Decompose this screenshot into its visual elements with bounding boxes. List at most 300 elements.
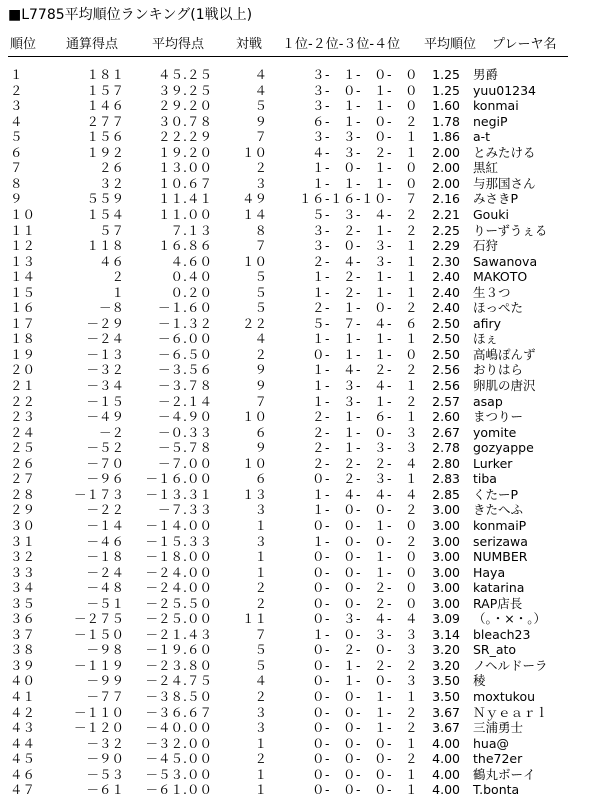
average-score-cell: －２３.８０ bbox=[145, 657, 212, 673]
games-cell: ２ bbox=[254, 346, 267, 362]
total-score-cell: ５７ bbox=[98, 222, 124, 238]
placements-cell: １- ３- １- ２ bbox=[311, 393, 418, 409]
player-name-cell: 鶴丸ボーイ bbox=[473, 766, 536, 782]
rank-cell: ８ bbox=[10, 175, 23, 191]
player-name-cell: 与那国さん bbox=[473, 175, 536, 191]
player-name-cell: 黒紅 bbox=[473, 160, 499, 176]
average-score-cell: －４.９０ bbox=[158, 409, 212, 425]
table-row bbox=[0, 362, 590, 378]
rank-cell: ２１ bbox=[10, 378, 36, 393]
placements-cell: １- ４- ４- ４ bbox=[311, 486, 418, 502]
average-score-cell: －７.３３ bbox=[158, 502, 212, 518]
rank-cell: ４４ bbox=[10, 735, 36, 751]
average-place-cell: 2.40 bbox=[432, 284, 460, 300]
table-row bbox=[0, 285, 590, 301]
total-score-cell: －１１９ bbox=[73, 657, 124, 673]
games-cell: ７ bbox=[254, 129, 267, 145]
table-row bbox=[0, 331, 590, 347]
average-score-cell: －２.１４ bbox=[158, 393, 212, 409]
rank-cell: ３８ bbox=[10, 642, 36, 658]
average-score-cell: －２５.００ bbox=[145, 611, 212, 627]
games-cell: ４ bbox=[254, 673, 267, 689]
player-name-cell: まつりー bbox=[473, 409, 524, 425]
rank-cell: ６ bbox=[10, 144, 23, 160]
player-name-cell: yomite bbox=[473, 424, 517, 440]
games-cell: １ bbox=[254, 766, 267, 782]
total-score-cell: －１５ bbox=[86, 393, 124, 409]
average-score-cell: ４５.２５ bbox=[158, 67, 212, 82]
rank-cell: ３０ bbox=[10, 517, 36, 533]
table-row bbox=[0, 502, 590, 518]
table-row bbox=[0, 347, 590, 363]
average-score-cell: －０.３３ bbox=[158, 424, 212, 440]
total-score-cell: －９９ bbox=[86, 673, 124, 689]
total-score-cell: －３２ bbox=[86, 362, 124, 378]
average-place-cell: 3.20 bbox=[432, 657, 460, 673]
table-row bbox=[0, 673, 590, 689]
games-cell: １０ bbox=[241, 144, 267, 160]
rank-cell: １５ bbox=[10, 284, 36, 300]
average-score-cell: １３.００ bbox=[158, 160, 212, 176]
average-score-cell: ０.４０ bbox=[170, 269, 212, 285]
placements-cell: ６- １- ０- ２ bbox=[311, 113, 418, 129]
games-cell: ２２ bbox=[241, 315, 267, 331]
player-name-cell: Lurker bbox=[473, 455, 513, 471]
table-header bbox=[0, 35, 590, 55]
average-place-cell: 3.67 bbox=[432, 704, 460, 720]
placements-cell: ５- ３- ４- ２ bbox=[311, 206, 418, 222]
games-cell: ５ bbox=[254, 269, 267, 285]
average-place-cell: 2.29 bbox=[432, 238, 460, 254]
placements-cell: ０- ０- １- ０ bbox=[311, 549, 418, 565]
total-score-cell: －２ bbox=[98, 424, 124, 440]
games-cell: ３ bbox=[254, 704, 267, 720]
rank-cell: １９ bbox=[10, 346, 36, 362]
table-row bbox=[0, 129, 590, 145]
average-score-cell: －６１.００ bbox=[145, 782, 212, 798]
games-cell: １０ bbox=[241, 409, 267, 425]
placements-cell: ０- １- ０- ３ bbox=[311, 673, 418, 689]
player-name-cell: みさきP bbox=[473, 191, 519, 207]
total-score-cell: －５１ bbox=[86, 595, 124, 611]
rank-cell: ３９ bbox=[10, 657, 36, 673]
placements-cell: ０- ２- ０- ３ bbox=[311, 642, 418, 658]
average-score-cell: ０.２０ bbox=[170, 284, 212, 300]
total-score-cell: １５７ bbox=[86, 82, 124, 98]
player-name-cell: RAP店長 bbox=[473, 595, 523, 611]
rank-cell: ９ bbox=[10, 191, 23, 207]
games-cell: １４ bbox=[241, 206, 267, 222]
rank-cell: ２７ bbox=[10, 471, 36, 487]
header-player-name: プレーヤ名 bbox=[492, 37, 557, 52]
average-place-cell: 2.50 bbox=[432, 331, 460, 347]
average-score-cell: －１.６０ bbox=[158, 300, 212, 316]
header-average-place: 平均順位 bbox=[424, 37, 477, 52]
games-cell: ９ bbox=[254, 113, 267, 129]
total-score-cell: －７７ bbox=[86, 689, 124, 704]
average-place-cell: 2.80 bbox=[432, 455, 460, 471]
placements-cell: ０- ０- ２- ０ bbox=[311, 580, 418, 596]
table-row bbox=[0, 83, 590, 99]
average-place-cell: 2.56 bbox=[432, 362, 460, 378]
average-place-cell: 3.09 bbox=[432, 611, 460, 627]
table-row bbox=[0, 549, 590, 565]
placements-cell: ２- １- ６- １ bbox=[311, 409, 418, 425]
games-cell: １１ bbox=[241, 611, 267, 627]
placements-cell: ０- １- ２- ２ bbox=[311, 657, 418, 673]
games-cell: ３ bbox=[254, 720, 267, 736]
rank-cell: ７ bbox=[10, 160, 23, 176]
games-cell: ６ bbox=[254, 471, 267, 487]
games-cell: ４ bbox=[254, 67, 267, 82]
header-divider bbox=[8, 56, 568, 57]
rank-cell: ２８ bbox=[10, 486, 36, 502]
total-score-cell: １ bbox=[111, 284, 124, 300]
total-score-cell: ２７７ bbox=[86, 113, 124, 129]
rank-cell: ４２ bbox=[10, 704, 36, 720]
games-cell: ８ bbox=[254, 222, 267, 238]
table-row bbox=[0, 720, 590, 736]
player-name-cell: 三浦勇士 bbox=[473, 720, 524, 736]
games-cell: ５ bbox=[254, 657, 267, 673]
average-score-cell: １１.００ bbox=[158, 206, 212, 222]
table-row bbox=[0, 409, 590, 425]
rank-cell: １８ bbox=[10, 331, 36, 347]
games-cell: ６ bbox=[254, 424, 267, 440]
average-place-cell: 4.00 bbox=[432, 751, 460, 767]
player-name-cell: Ｎｙｅａｒｌ bbox=[473, 704, 549, 720]
player-name-cell: asap bbox=[473, 393, 503, 409]
rank-cell: ３２ bbox=[10, 549, 36, 565]
total-score-cell: －１８ bbox=[86, 549, 124, 565]
games-cell: １０ bbox=[241, 455, 267, 471]
average-score-cell: －１.３２ bbox=[158, 315, 212, 331]
table-row bbox=[0, 67, 590, 83]
placements-cell: ０- １- １- ０ bbox=[311, 346, 418, 362]
rank-cell: １４ bbox=[10, 269, 36, 285]
total-score-cell: －４６ bbox=[86, 533, 124, 549]
average-place-cell: 3.50 bbox=[432, 673, 460, 689]
average-place-cell: 2.57 bbox=[432, 393, 460, 409]
average-place-cell: 2.60 bbox=[432, 409, 460, 425]
placements-cell: １- ２- １- １ bbox=[311, 269, 418, 285]
rank-cell: １０ bbox=[10, 206, 36, 222]
total-score-cell: －１４ bbox=[86, 517, 124, 533]
total-score-cell: －１７３ bbox=[73, 486, 124, 502]
table-row bbox=[0, 658, 590, 674]
total-score-cell: －２４ bbox=[86, 564, 124, 580]
placements-cell: ２- １- ０- ３ bbox=[311, 424, 418, 440]
player-name-cell: りーずうぇる bbox=[473, 222, 548, 238]
average-place-cell: 3.14 bbox=[432, 626, 460, 642]
placements-cell: ２- １- ０- ２ bbox=[311, 300, 418, 316]
average-place-cell: 3.00 bbox=[432, 564, 460, 580]
rank-cell: ３６ bbox=[10, 611, 36, 627]
average-score-cell: １１.４１ bbox=[158, 191, 212, 207]
average-score-cell: －３.７８ bbox=[158, 378, 212, 393]
player-name-cell: T.bonta bbox=[473, 782, 520, 798]
header-placements: １位-２位-３位-４位 bbox=[282, 37, 401, 52]
placements-cell: ３- ０- ３- １ bbox=[311, 238, 418, 254]
player-name-cell: a-t bbox=[473, 129, 491, 145]
games-cell: ９ bbox=[254, 378, 267, 393]
total-score-cell: １９２ bbox=[86, 144, 124, 160]
average-score-cell: －２５.５０ bbox=[145, 595, 212, 611]
average-place-cell: 1.25 bbox=[432, 82, 460, 98]
games-cell: ４ bbox=[254, 331, 267, 347]
average-place-cell: 2.56 bbox=[432, 378, 460, 393]
total-score-cell: －５３ bbox=[86, 766, 124, 782]
average-place-cell: 2.78 bbox=[432, 440, 460, 456]
header-rank: 順位 bbox=[10, 37, 37, 52]
games-cell: ４ bbox=[254, 82, 267, 98]
games-cell: ９ bbox=[254, 362, 267, 378]
average-score-cell: ３０.７８ bbox=[158, 113, 212, 129]
games-cell: ２ bbox=[254, 580, 267, 596]
player-name-cell: the72er bbox=[473, 751, 523, 767]
average-score-cell: －５.７８ bbox=[158, 440, 212, 456]
player-name-cell: afiry bbox=[473, 315, 502, 331]
player-name-cell: 稜 bbox=[473, 673, 486, 689]
player-name-cell: 石狩 bbox=[473, 238, 499, 254]
placements-cell: ０- ３- ４- ４ bbox=[311, 611, 418, 627]
rank-cell: ３７ bbox=[10, 626, 36, 642]
player-name-cell: hua@ bbox=[473, 735, 510, 751]
average-place-cell: 2.25 bbox=[432, 222, 460, 238]
average-score-cell: －１８.００ bbox=[145, 549, 212, 565]
games-cell: ３ bbox=[254, 502, 267, 518]
player-name-cell: NUMBER bbox=[473, 549, 528, 565]
rank-cell: ２６ bbox=[10, 455, 36, 471]
games-cell: ３ bbox=[254, 175, 267, 191]
games-cell: ２ bbox=[254, 689, 267, 704]
rank-cell: ５ bbox=[10, 129, 23, 145]
games-cell: １ bbox=[254, 517, 267, 533]
average-score-cell: －３６.６７ bbox=[145, 704, 212, 720]
average-score-cell: －３.５６ bbox=[158, 362, 212, 378]
rank-cell: １６ bbox=[10, 300, 36, 316]
average-place-cell: 1.86 bbox=[432, 129, 460, 145]
player-name-cell: SR_ato bbox=[473, 642, 517, 658]
rank-cell: ４７ bbox=[10, 782, 36, 798]
total-score-cell: －２９ bbox=[86, 315, 124, 331]
average-place-cell: 2.50 bbox=[432, 315, 460, 331]
placements-cell: ５- ７- ４- ６ bbox=[311, 315, 418, 331]
player-name-cell: konmaiP bbox=[473, 517, 527, 533]
average-place-cell: 2.21 bbox=[432, 206, 460, 222]
games-cell: ７ bbox=[254, 238, 267, 254]
placements-cell: ０- ０- １- ０ bbox=[311, 564, 418, 580]
player-name-cell: 男爵 bbox=[473, 67, 499, 82]
table-row bbox=[0, 114, 590, 130]
player-name-cell: とみたける bbox=[473, 144, 536, 160]
games-cell: １ bbox=[254, 564, 267, 580]
player-name-cell: ほぇ bbox=[473, 331, 499, 347]
average-score-cell: －１５.３３ bbox=[145, 533, 212, 549]
average-place-cell: 3.20 bbox=[432, 642, 460, 658]
average-place-cell: 1.25 bbox=[432, 67, 460, 82]
player-name-cell: ノヘルドーラ bbox=[473, 657, 548, 673]
total-score-cell: －４８ bbox=[86, 580, 124, 596]
placements-cell: ３- ２- １- ２ bbox=[311, 222, 418, 238]
player-name-cell: 高嶋ぽんず bbox=[473, 346, 536, 362]
average-place-cell: 2.00 bbox=[432, 144, 460, 160]
placements-cell: ０- ０- ０- １ bbox=[311, 782, 418, 798]
average-place-cell: 3.00 bbox=[432, 502, 460, 518]
table-row bbox=[0, 518, 590, 534]
player-name-cell: 生３つ bbox=[473, 284, 511, 300]
rank-cell: ４ bbox=[10, 113, 23, 129]
table-row bbox=[0, 534, 590, 550]
average-score-cell: ３９.２５ bbox=[158, 82, 212, 98]
table-row bbox=[0, 580, 590, 596]
table-row bbox=[0, 611, 590, 627]
rank-cell: １ bbox=[10, 67, 23, 82]
placements-cell: １- １- １- ０ bbox=[311, 175, 418, 191]
average-place-cell: 3.00 bbox=[432, 533, 460, 549]
total-score-cell: １１８ bbox=[86, 238, 124, 254]
player-name-cell: きたへふ bbox=[473, 502, 524, 518]
average-score-cell: １９.２０ bbox=[158, 144, 212, 160]
table-row bbox=[0, 160, 590, 176]
header-average-score: 平均得点 bbox=[152, 37, 205, 52]
header-games: 対戦 bbox=[236, 37, 263, 52]
placements-cell: ０- ０- ０- １ bbox=[311, 766, 418, 782]
placements-cell: ０- ２- ３- １ bbox=[311, 471, 418, 487]
total-score-cell: ２ bbox=[111, 269, 124, 285]
player-name-cell: katarina bbox=[473, 580, 525, 596]
placements-cell: ０- ０- １- ２ bbox=[311, 720, 418, 736]
average-score-cell: ４.６０ bbox=[170, 253, 212, 269]
player-name-cell: tiba bbox=[473, 471, 497, 487]
average-place-cell: 2.16 bbox=[432, 191, 460, 207]
table-row bbox=[0, 705, 590, 721]
games-cell: １ bbox=[254, 735, 267, 751]
placements-cell: １- ０- １- ０ bbox=[311, 160, 418, 176]
placements-cell: ３- ３- ０- １ bbox=[311, 129, 418, 145]
total-score-cell: －１５０ bbox=[73, 626, 124, 642]
table-row bbox=[0, 207, 590, 223]
placements-cell: １- ３- ４- １ bbox=[311, 378, 418, 393]
games-cell: ７ bbox=[254, 626, 267, 642]
average-place-cell: 3.00 bbox=[432, 549, 460, 565]
total-score-cell: －３２ bbox=[86, 735, 124, 751]
player-name-cell: MAKOTO bbox=[473, 269, 528, 285]
total-score-cell: １５６ bbox=[86, 129, 124, 145]
average-score-cell: －２１.４３ bbox=[145, 626, 212, 642]
average-score-cell: １０.６７ bbox=[158, 175, 212, 191]
page-title: ■L7785平均順位ランキング(1戦以上) bbox=[8, 7, 253, 23]
player-name-cell: moxtukou bbox=[473, 689, 536, 704]
games-cell: ５ bbox=[254, 300, 267, 316]
placements-cell: ２- ２- ２- ４ bbox=[311, 455, 418, 471]
table-row bbox=[0, 642, 590, 658]
placements-cell: ３- ０- １- ０ bbox=[311, 82, 418, 98]
games-cell: ２ bbox=[254, 595, 267, 611]
total-score-cell: －８ bbox=[98, 300, 124, 316]
average-score-cell: －７.００ bbox=[158, 455, 212, 471]
rank-cell: １３ bbox=[10, 253, 36, 269]
placements-cell: ０- ０- ０- ２ bbox=[311, 751, 418, 767]
total-score-cell: －１３ bbox=[86, 346, 124, 362]
player-name-cell: serizawa bbox=[473, 533, 528, 549]
table-row bbox=[0, 689, 590, 705]
average-place-cell: 2.00 bbox=[432, 160, 460, 176]
average-place-cell: 2.67 bbox=[432, 424, 460, 440]
rank-cell: ２９ bbox=[10, 502, 36, 518]
average-score-cell: －２４.００ bbox=[145, 580, 212, 596]
placements-cell: １- ４- ２- ２ bbox=[311, 362, 418, 378]
average-score-cell: －１４.００ bbox=[145, 517, 212, 533]
rank-cell: ４１ bbox=[10, 689, 36, 704]
average-place-cell: 1.60 bbox=[432, 98, 460, 114]
table-row bbox=[0, 487, 590, 503]
games-cell: １３ bbox=[241, 486, 267, 502]
table-row bbox=[0, 176, 590, 192]
rank-cell: ２０ bbox=[10, 362, 36, 378]
table-row bbox=[0, 316, 590, 332]
table-row bbox=[0, 254, 590, 270]
header-total-score: 通算得点 bbox=[66, 37, 119, 52]
placements-cell: ３- １- １- ０ bbox=[311, 98, 418, 114]
average-score-cell: －５３.００ bbox=[145, 766, 212, 782]
games-cell: ４９ bbox=[241, 191, 267, 207]
player-name-cell: negiP bbox=[473, 113, 508, 129]
player-name-cell: ほっぺた bbox=[473, 300, 524, 316]
player-name-cell: 卵肌の唐沢 bbox=[473, 378, 536, 393]
games-cell: ５ bbox=[254, 284, 267, 300]
table-row bbox=[0, 269, 590, 285]
rank-cell: ２３ bbox=[10, 409, 36, 425]
games-cell: ２ bbox=[254, 751, 267, 767]
rank-cell: ４０ bbox=[10, 673, 36, 689]
average-place-cell: 1.78 bbox=[432, 113, 460, 129]
total-score-cell: －２４ bbox=[86, 331, 124, 347]
rank-cell: ２４ bbox=[10, 424, 36, 440]
player-name-cell: おりはら bbox=[473, 362, 524, 378]
table-row bbox=[0, 596, 590, 612]
rank-cell: ３ bbox=[10, 98, 23, 114]
total-score-cell: ３２ bbox=[98, 175, 124, 191]
placements-cell: ４- ３- ２- １ bbox=[311, 144, 418, 160]
player-name-cell: Haya bbox=[473, 564, 506, 580]
games-cell: ５ bbox=[254, 642, 267, 658]
table-row bbox=[0, 223, 590, 239]
average-score-cell: １６.８６ bbox=[158, 238, 212, 254]
table-row bbox=[0, 736, 590, 752]
average-score-cell: －４０.００ bbox=[145, 720, 212, 736]
average-place-cell: 3.00 bbox=[432, 580, 460, 596]
placements-cell: １- １- １- １ bbox=[311, 331, 418, 347]
average-score-cell: －４５.００ bbox=[145, 751, 212, 767]
total-score-cell: －９６ bbox=[86, 471, 124, 487]
player-name-cell: （。・×・。） bbox=[473, 611, 546, 627]
player-name-cell: bleach23 bbox=[473, 626, 531, 642]
games-cell: １ bbox=[254, 782, 267, 798]
table-row bbox=[0, 440, 590, 456]
average-place-cell: 2.00 bbox=[432, 175, 460, 191]
total-score-cell: ２６ bbox=[98, 160, 124, 176]
total-score-cell: －９８ bbox=[86, 642, 124, 658]
player-name-cell: gozyappe bbox=[473, 440, 534, 456]
average-place-cell: 3.50 bbox=[432, 689, 460, 704]
average-score-cell: －３２.００ bbox=[145, 735, 212, 751]
average-place-cell: 3.67 bbox=[432, 720, 460, 736]
table-row bbox=[0, 98, 590, 114]
average-score-cell: －１９.６０ bbox=[145, 642, 212, 658]
player-name-cell: Sawanova bbox=[473, 253, 538, 269]
total-score-cell: １４６ bbox=[86, 98, 124, 114]
